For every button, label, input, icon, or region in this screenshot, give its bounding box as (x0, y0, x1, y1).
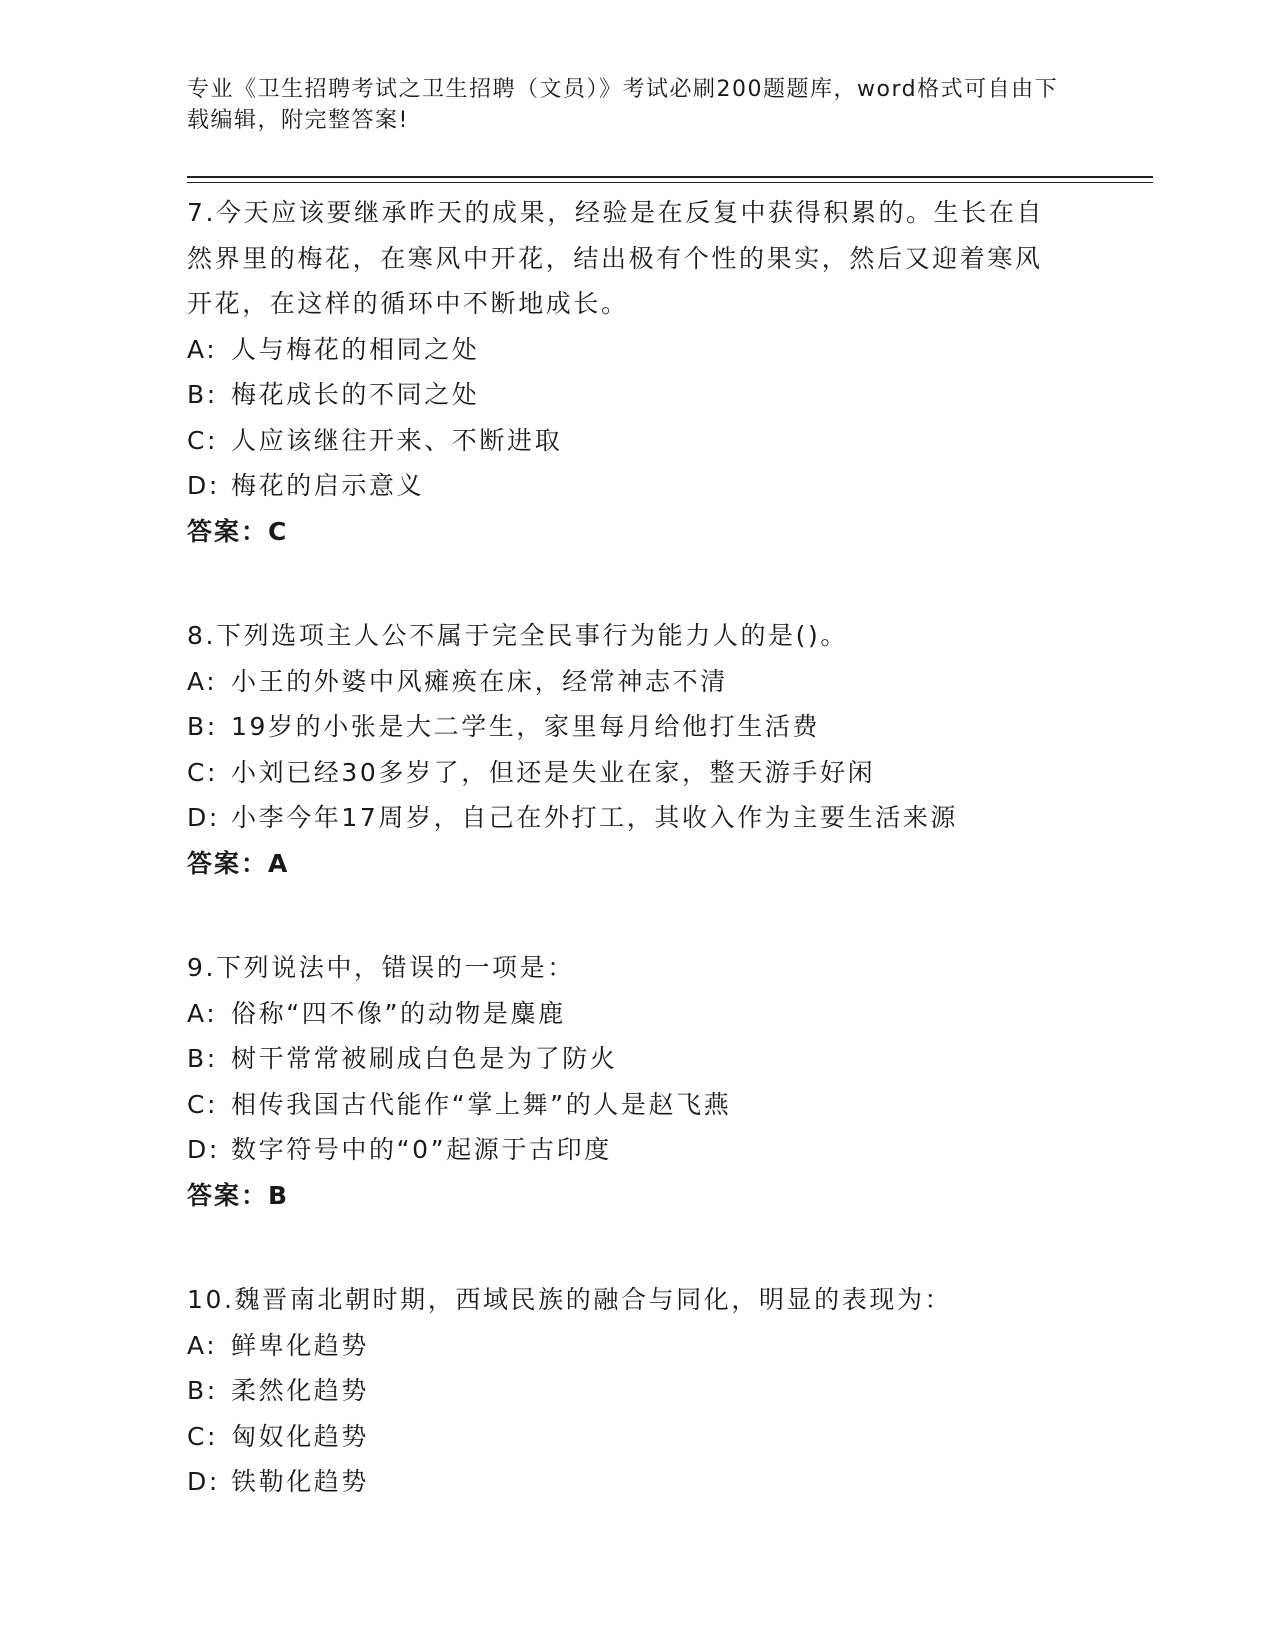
option-c (187, 750, 1087, 796)
answer: 答案：A (187, 848, 290, 878)
question-stem: 8.下列选项主人公不属于完全民事行为能力人的是()。 (187, 621, 848, 650)
document-header: 专业《卫生招聘考试之卫生招聘（文员）》考试必刷200题题库，word格式可自由下载编辑，附完整答案! (187, 77, 1059, 133)
option-letter: C: (187, 1089, 219, 1119)
option-a (187, 1323, 1087, 1369)
question-stem: 7.今天应该要继承昨天的成果，经验是在反复中获得积累的。生长在自然界里的梅花，在寒风中开花，结出极有个性的果实，然后又迎着寒风开花，在这样的循环中不断地成长。 (187, 198, 1045, 318)
option-c (187, 418, 1087, 464)
option-text: 小刘已经30多岁了，但还是失业在家，整天游手好闲 (231, 757, 876, 787)
header-rule-thin (187, 182, 1153, 183)
option-b (187, 1036, 1087, 1082)
option-c (187, 1082, 1087, 1128)
option-text: 19岁的小张是大二学生，家里每月给他打生活费 (231, 712, 821, 741)
option-text: 鲜卑化趋势 (231, 1330, 370, 1360)
option-a (187, 991, 1087, 1037)
answer: 答案：B (187, 1180, 290, 1210)
option-text: 人应该继往开来、不断进取 (231, 425, 563, 455)
question-stem: 10.魏晋南北朝时期，西域民族的融合与同化，明显的表现为： (187, 1285, 953, 1314)
option-text: 树干常常被刷成白色是为了防火 (231, 1044, 618, 1073)
option-letter: C: (187, 1421, 219, 1451)
option-letter: D: (187, 803, 220, 832)
option-letter: B: (187, 380, 218, 409)
option-text: 俗称“四不像”的动物是麋鹿 (231, 998, 566, 1028)
option-d (187, 1459, 1087, 1505)
header-rule-thick (187, 176, 1153, 178)
option-letter: C: (187, 757, 219, 787)
option-letter: A: (187, 334, 218, 364)
option-text: 人与梅花的相同之处 (231, 334, 480, 364)
question-list (187, 190, 1087, 1564)
option-text: 梅花的启示意义 (231, 471, 425, 500)
option-text: 铁勒化趋势 (231, 1467, 370, 1496)
option-a (187, 327, 1087, 373)
option-text: 匈奴化趋势 (231, 1421, 370, 1451)
option-text: 小李今年17周岁，自己在外打工，其收入作为主要生活来源 (231, 803, 959, 832)
question-7 (187, 190, 1087, 554)
option-b (187, 1368, 1087, 1414)
option-letter: D: (187, 1467, 220, 1496)
answer: 答案：C (187, 516, 289, 546)
option-letter: B: (187, 1376, 218, 1405)
option-letter: A: (187, 666, 218, 696)
option-b (187, 372, 1087, 418)
option-d (187, 795, 1087, 841)
option-d (187, 463, 1087, 509)
option-text: 相传我国古代能作“掌上舞”的人是赵飞燕 (231, 1089, 732, 1119)
option-letter: A: (187, 998, 218, 1028)
option-d (187, 1127, 1087, 1173)
option-c (187, 1414, 1087, 1460)
option-a (187, 659, 1087, 705)
question-10 (187, 1277, 1087, 1505)
question-stem: 9.下列说法中，错误的一项是： (187, 953, 575, 982)
option-text: 数字符号中的“0”起源于古印度 (231, 1135, 612, 1164)
question-8 (187, 613, 1087, 886)
option-letter: B: (187, 1044, 218, 1073)
option-text: 小王的外婆中风瘫痪在床，经常神志不清 (231, 666, 728, 696)
option-letter: C: (187, 425, 219, 455)
question-9 (187, 945, 1087, 1218)
option-b (187, 704, 1087, 750)
option-text: 柔然化趋势 (231, 1376, 370, 1405)
option-letter: B: (187, 712, 218, 741)
option-letter: D: (187, 1135, 220, 1164)
option-text: 梅花成长的不同之处 (231, 380, 480, 409)
option-letter: A: (187, 1330, 218, 1360)
option-letter: D: (187, 471, 220, 500)
